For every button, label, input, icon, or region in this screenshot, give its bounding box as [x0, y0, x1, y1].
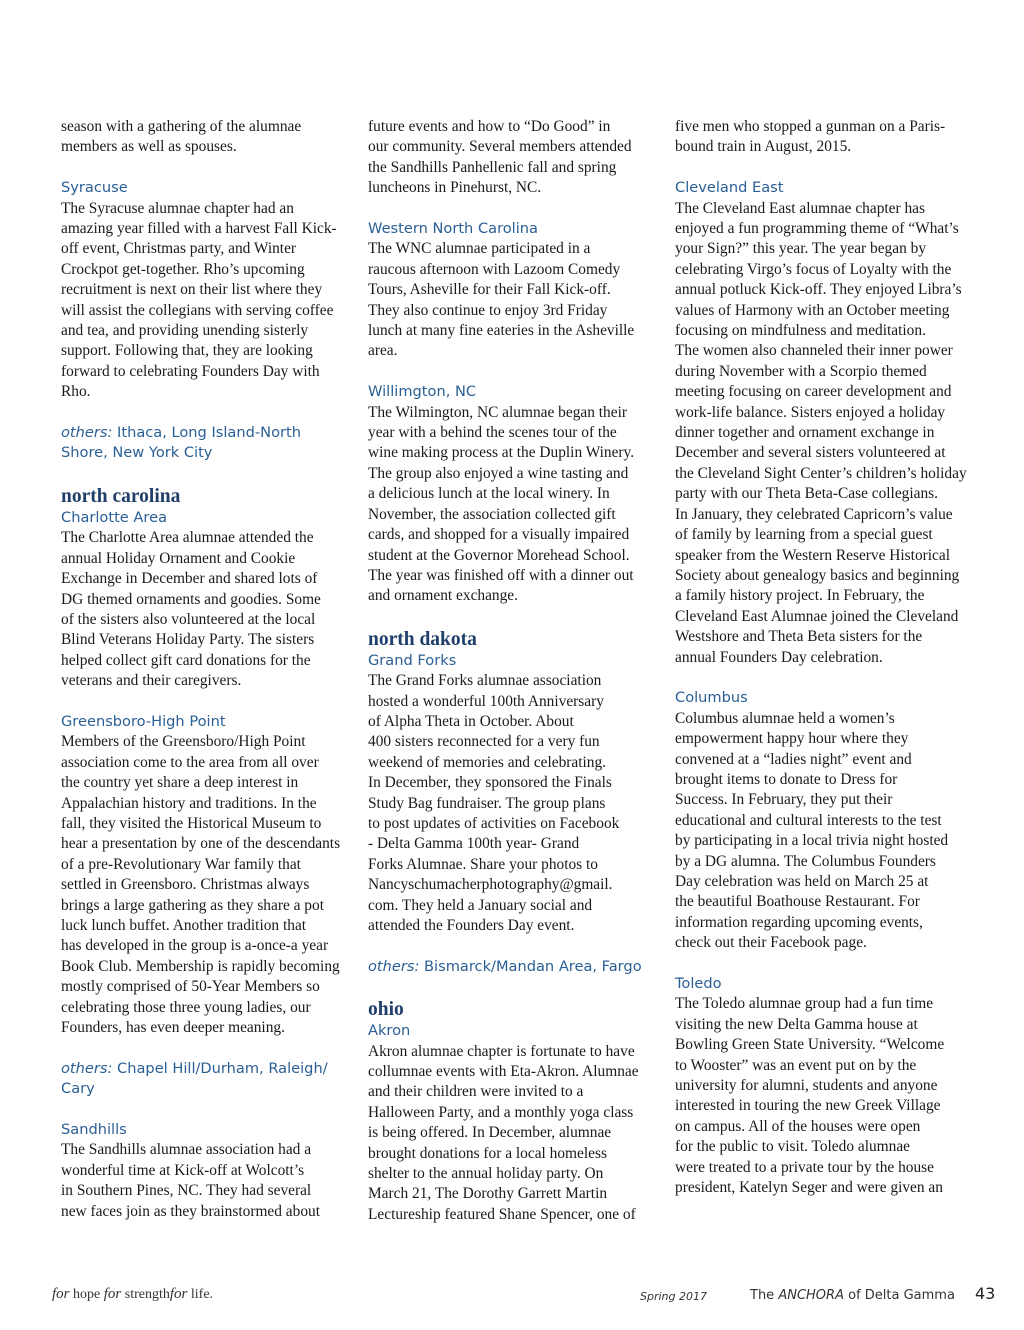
- section-body-columbus: [675, 709, 971, 954]
- tagline-hope: hope: [73, 1287, 101, 1302]
- text-line: com. They held a January social and: [368, 896, 593, 914]
- others-line: [368, 957, 664, 977]
- text-line: celebrating those three young ladies, our: [61, 998, 311, 1016]
- column-1: [61, 117, 357, 1222]
- text-line: fall, they visited the Historical Museum to: [61, 814, 322, 832]
- state-heading-ohio: ohio: [368, 999, 404, 1021]
- text-line: celebrating Virgo’s focus of Loyalty with the: [675, 260, 952, 278]
- col3-intro: [675, 117, 971, 158]
- text-line: year with a behind the scenes tour of the: [368, 424, 617, 442]
- text-line: information regarding upcoming events,: [675, 913, 923, 931]
- mag-of-delta-gamma: of Delta Gamma: [848, 1288, 955, 1303]
- text-line: forward to celebrating Founders Day with: [61, 362, 320, 380]
- state-heading-north-carolina: north carolina: [61, 485, 181, 507]
- text-line: Columbus alumnae held a women’s: [675, 709, 895, 727]
- tagline-strength: strength: [124, 1287, 170, 1302]
- text-line: the Cleveland Sight Center’s children’s holiday: [675, 464, 967, 482]
- text-line: and tea, and providing unending sisterly: [61, 322, 309, 340]
- text-line: dinner together and ornament exchange in: [675, 424, 935, 442]
- text-line: collumnae events with Eta-Akron. Alumnae: [368, 1063, 639, 1081]
- text-line: were treated to a private tour by the house: [675, 1158, 934, 1176]
- text-line: work-life balance. Sisters enjoyed a holiday: [675, 403, 946, 421]
- text-line: convened at a “ladies night” event and: [675, 750, 912, 768]
- text-line: for the public to visit. Toledo alumnae: [675, 1138, 911, 1156]
- mag-anchora: ANCHORA: [778, 1288, 844, 1303]
- text-line: of Alpha Theta in October. About: [368, 712, 574, 730]
- text-line: - Delta Gamma 100th year- Grand: [368, 835, 580, 853]
- col1-intro: [61, 117, 357, 158]
- text-line: bound train in August, 2015.: [675, 138, 852, 156]
- text-line: and their children were invited to a: [368, 1083, 584, 1101]
- text-line: March 21, The Dorothy Garrett Martin: [368, 1185, 608, 1203]
- tagline-life: life.: [190, 1287, 214, 1302]
- text-line: hear a presentation by one of the descendants: [61, 835, 341, 853]
- text-line: wine making process at the Duplin Winery.: [368, 444, 635, 462]
- text-line: Day celebration was held on March 25 at: [675, 873, 929, 890]
- section-title-syracuse: Syracuse: [61, 179, 128, 197]
- text-line: empowerment happy hour where they: [675, 730, 909, 748]
- text-line: The year was finished off with a dinner out: [368, 566, 634, 584]
- text-line: in Southern Pines, NC. They had several: [61, 1182, 312, 1200]
- text-line: Members of the Greensboro/High Point: [61, 733, 306, 751]
- text-line: a family history project. In February, the: [675, 587, 925, 605]
- text-line: mostly comprised of 50-Year Members so: [61, 978, 320, 996]
- text-line: The Cleveland East alumnae chapter has: [675, 199, 925, 217]
- column-2: [368, 117, 664, 1225]
- section-title-akron: Akron: [368, 1022, 411, 1040]
- others-text: Shore, New York City: [61, 444, 213, 462]
- text-line: focusing on mindfulness and meditation.: [675, 322, 926, 340]
- text-line: Blind Veterans Holiday Party. The sisters: [61, 631, 315, 649]
- text-line: Forks Alumnae. Share your photos to: [368, 855, 598, 873]
- text-line: of family by learning from a special guest: [675, 526, 933, 544]
- section-title-columbus: Columbus: [675, 689, 748, 707]
- text-line: In January, they celebrated Capricorn’s value: [675, 505, 953, 523]
- others-line: [61, 443, 357, 463]
- others-line: [61, 423, 357, 443]
- text-line: November, the association collected gift: [368, 505, 616, 523]
- text-line: Halloween Party, and a monthly yoga class: [368, 1103, 634, 1121]
- others-text: Bismarck/Mandan Area, Fargo: [424, 957, 642, 975]
- text-line: to post updates of activities on Facebook: [368, 814, 620, 832]
- text-line: Society about genealogy basics and beginning: [675, 566, 960, 584]
- text-line: luck lunch buffet. Another tradition that: [61, 916, 307, 934]
- column-3: [675, 117, 971, 1198]
- text-line: of the sisters also volunteered at the local: [61, 610, 316, 628]
- text-line: Cleveland East Alumnae joined the Cleveland: [675, 607, 959, 625]
- text-line: Crockpot get-together. Rho’s upcoming: [61, 260, 305, 278]
- col2-intro: [368, 117, 664, 199]
- footer-tagline: [52, 1286, 213, 1303]
- text-line: educational and cultural interests to the test: [675, 811, 942, 829]
- section-title-wnc: Western North Carolina: [368, 220, 538, 238]
- others-text: Ithaca, Long Island-North: [117, 424, 301, 442]
- others-north-dakota: [368, 957, 664, 977]
- text-line: Rho.: [61, 383, 91, 401]
- section-title-grand-forks: Grand Forks: [368, 651, 457, 669]
- text-line: our community. Several members attended: [368, 138, 632, 156]
- text-line: enjoyed a fun programming theme of “What’s: [675, 220, 959, 238]
- text-line: Appalachian history and traditions. In the: [61, 794, 317, 812]
- text-line: party with our Theta Beta-Case collegians.: [675, 485, 938, 503]
- section-title-sandhills: Sandhills: [61, 1121, 127, 1139]
- state-heading-north-dakota: north dakota: [368, 628, 477, 650]
- text-line: Lectureship featured Shane Spencer, one of: [368, 1205, 636, 1223]
- text-line: speaker from the Western Reserve Historical: [675, 546, 950, 564]
- text-line: by participating in a local trivia night hosted: [675, 832, 949, 850]
- section-body-sandhills: [61, 1140, 357, 1222]
- text-line: weekend of memories and celebrating.: [368, 753, 607, 771]
- text-line: and ornament exchange.: [368, 587, 518, 605]
- text-line: DG themed ornaments and goodies. Some: [61, 590, 321, 608]
- others-text: Cary: [61, 1080, 95, 1098]
- section-body-akron: [368, 1042, 664, 1226]
- text-line: annual Holiday Ornament and Cookie: [61, 549, 296, 567]
- text-line: Founders, has even deeper meaning.: [61, 1019, 285, 1037]
- text-line: settled in Greensboro. Christmas always: [61, 876, 310, 894]
- text-line: 400 sisters reconnected for a very fun: [368, 733, 600, 751]
- section-body-greensboro: [61, 732, 357, 1038]
- text-line: university for alumni, students and anyone: [675, 1077, 938, 1095]
- text-line: Akron alumnae chapter is fortunate to have: [368, 1042, 635, 1060]
- text-line: association come to the area from all over: [61, 753, 319, 771]
- section-title-greensboro: Greensboro-High Point: [61, 712, 226, 730]
- others-line: [61, 1079, 357, 1099]
- others-label: others:: [368, 957, 420, 975]
- text-line: five men who stopped a gunman on a Paris-: [675, 118, 946, 135]
- text-line: Westshore and Theta Beta sisters for the: [675, 628, 923, 646]
- text-line: The Grand Forks alumnae association: [368, 672, 602, 690]
- text-line: veterans and their caregivers.: [61, 672, 242, 690]
- text-line: the Sandhills Panhellenic fall and spring: [368, 158, 617, 176]
- text-line: brought items to donate to Dress for: [675, 770, 898, 788]
- text-line: lunch at many fine eateries in the Asheville: [368, 322, 635, 340]
- text-line: Nancyschumacherphotography@gmail.: [368, 876, 613, 894]
- text-line: interested in touring the new Greek Village: [675, 1097, 941, 1115]
- tagline-for-3: for: [169, 1286, 188, 1302]
- text-line: Bowling Green State University. “Welcome: [675, 1036, 945, 1054]
- text-line: during November with a Scorpio themed: [675, 362, 927, 380]
- text-line: members as well as spouses.: [61, 138, 237, 156]
- text-line: Exchange in December and shared lots of: [61, 570, 318, 588]
- text-line: off event, Christmas party, and Winter: [61, 240, 297, 258]
- text-line: your Sign?” this year. The year began by: [675, 240, 927, 258]
- text-line: brought donations for a local homeless: [368, 1144, 607, 1162]
- mag-the: The: [750, 1288, 775, 1303]
- footer-magazine-title: [750, 1288, 955, 1303]
- text-line: the beautiful Boathouse Restaurant. For: [675, 893, 920, 911]
- text-line: December and several sisters volunteered at: [675, 444, 946, 462]
- text-line: The Wilmington, NC alumnae began their: [368, 403, 627, 421]
- text-line: raucous afternoon with Lazoom Comedy: [368, 260, 621, 278]
- text-line: Tours, Asheville for their Fall Kick-off.: [368, 281, 611, 299]
- text-line: The women also channeled their inner power: [675, 342, 953, 360]
- section-body-charlotte: [61, 528, 357, 691]
- tagline-for-1: for: [52, 1286, 70, 1302]
- text-line: In December, they sponsored the Finals: [368, 774, 612, 792]
- section-title-cleveland-east: Cleveland East: [675, 179, 784, 197]
- text-line: brings a large gathering as they share a pot: [61, 896, 324, 914]
- text-line: has developed in the group is a-once-a year: [61, 937, 329, 955]
- text-line: annual Founders Day celebration.: [675, 648, 883, 666]
- text-line: president, Katelyn Seger and were given an: [675, 1179, 943, 1197]
- others-north-carolina: [61, 1059, 357, 1100]
- text-line: by a DG alumna. The Columbus Founders: [675, 852, 936, 870]
- others-label: others:: [61, 424, 113, 442]
- section-body-toledo: [675, 994, 971, 1198]
- section-body-wilmington: [368, 403, 664, 607]
- tagline-for-2: for: [103, 1286, 122, 1302]
- text-line: helped collect gift card donations for the: [61, 651, 311, 669]
- page-number: 43: [975, 1284, 996, 1303]
- text-line: of a pre-Revolutionary War family that: [61, 855, 301, 873]
- text-line: is being offered. In December, alumnae: [368, 1124, 612, 1142]
- text-line: meeting focusing on career development and: [675, 383, 952, 401]
- text-line: attended the Founders Day event.: [368, 917, 575, 934]
- section-body-grand-forks: [368, 671, 664, 936]
- others-new-york: [61, 423, 357, 464]
- text-line: student at the Governor Morehead School.: [368, 546, 630, 564]
- text-line: support. Following that, they are looking: [61, 342, 313, 360]
- text-line: luncheons in Pinehurst, NC.: [368, 179, 542, 197]
- text-line: the country yet share a deep interest in: [61, 774, 299, 792]
- text-line: The group also enjoyed a wine tasting and: [368, 464, 629, 482]
- text-line: annual potluck Kick-off. They enjoyed Libra’s: [675, 281, 962, 299]
- section-title-toledo: Toledo: [675, 975, 722, 993]
- text-line: The WNC alumnae participated in a: [368, 240, 591, 258]
- section-body-wnc: [368, 239, 664, 361]
- text-line: area.: [368, 342, 398, 360]
- text-line: visiting the new Delta Gamma house at: [675, 1015, 918, 1033]
- section-title-wilmington: Willimgton, NC: [368, 383, 477, 401]
- section-title-charlotte: Charlotte Area: [61, 508, 168, 526]
- text-line: wonderful time at Kick-off at Wolcott’s: [61, 1161, 305, 1179]
- text-line: on campus. All of the houses were open: [675, 1117, 921, 1135]
- text-line: a delicious lunch at the local winery. In: [368, 485, 610, 503]
- text-line: will assist the collegians with serving coffee: [61, 301, 334, 319]
- text-line: shelter to the annual holiday party. On: [368, 1165, 604, 1183]
- text-line: check out their Facebook page.: [675, 934, 867, 952]
- text-line: cards, and shopped for a visually impaired: [368, 526, 630, 544]
- text-line: Book Club. Membership is rapidly becoming: [61, 957, 340, 975]
- text-line: The Toledo alumnae group had a fun time: [675, 995, 934, 1013]
- page-footer: [0, 1284, 1024, 1310]
- text-line: recruitment is next on their list where they: [61, 281, 323, 299]
- text-line: They also continue to enjoy 3rd Friday: [368, 301, 608, 319]
- text-line: new faces join as they brainstormed about: [61, 1202, 320, 1220]
- text-line: future events and how to “Do Good” in: [368, 118, 611, 135]
- text-line: hosted a wonderful 100th Anniversary: [368, 692, 604, 710]
- text-line: The Syracuse alumnae chapter had an: [61, 199, 294, 217]
- section-body-syracuse: [61, 199, 357, 403]
- others-label: others:: [61, 1059, 113, 1077]
- text-line: Study Bag fundraiser. The group plans: [368, 794, 606, 812]
- others-line: [61, 1059, 357, 1079]
- text-line: season with a gathering of the alumnae: [61, 118, 302, 135]
- text-line: to Wooster” was an event put on by the: [675, 1056, 917, 1074]
- text-line: The Sandhills alumnae association had a: [61, 1141, 312, 1159]
- text-line: Success. In February, they put their: [675, 791, 893, 809]
- footer-season: Spring 2017: [640, 1290, 707, 1303]
- text-line: amazing year filled with a harvest Fall Kick-: [61, 220, 337, 238]
- text-line: values of Harmony with an October meeting: [675, 301, 950, 319]
- section-body-cleveland-east: [675, 199, 971, 668]
- text-line: The Charlotte Area alumnae attended the: [61, 529, 314, 547]
- others-text: Chapel Hill/Durham, Raleigh/: [117, 1059, 328, 1077]
